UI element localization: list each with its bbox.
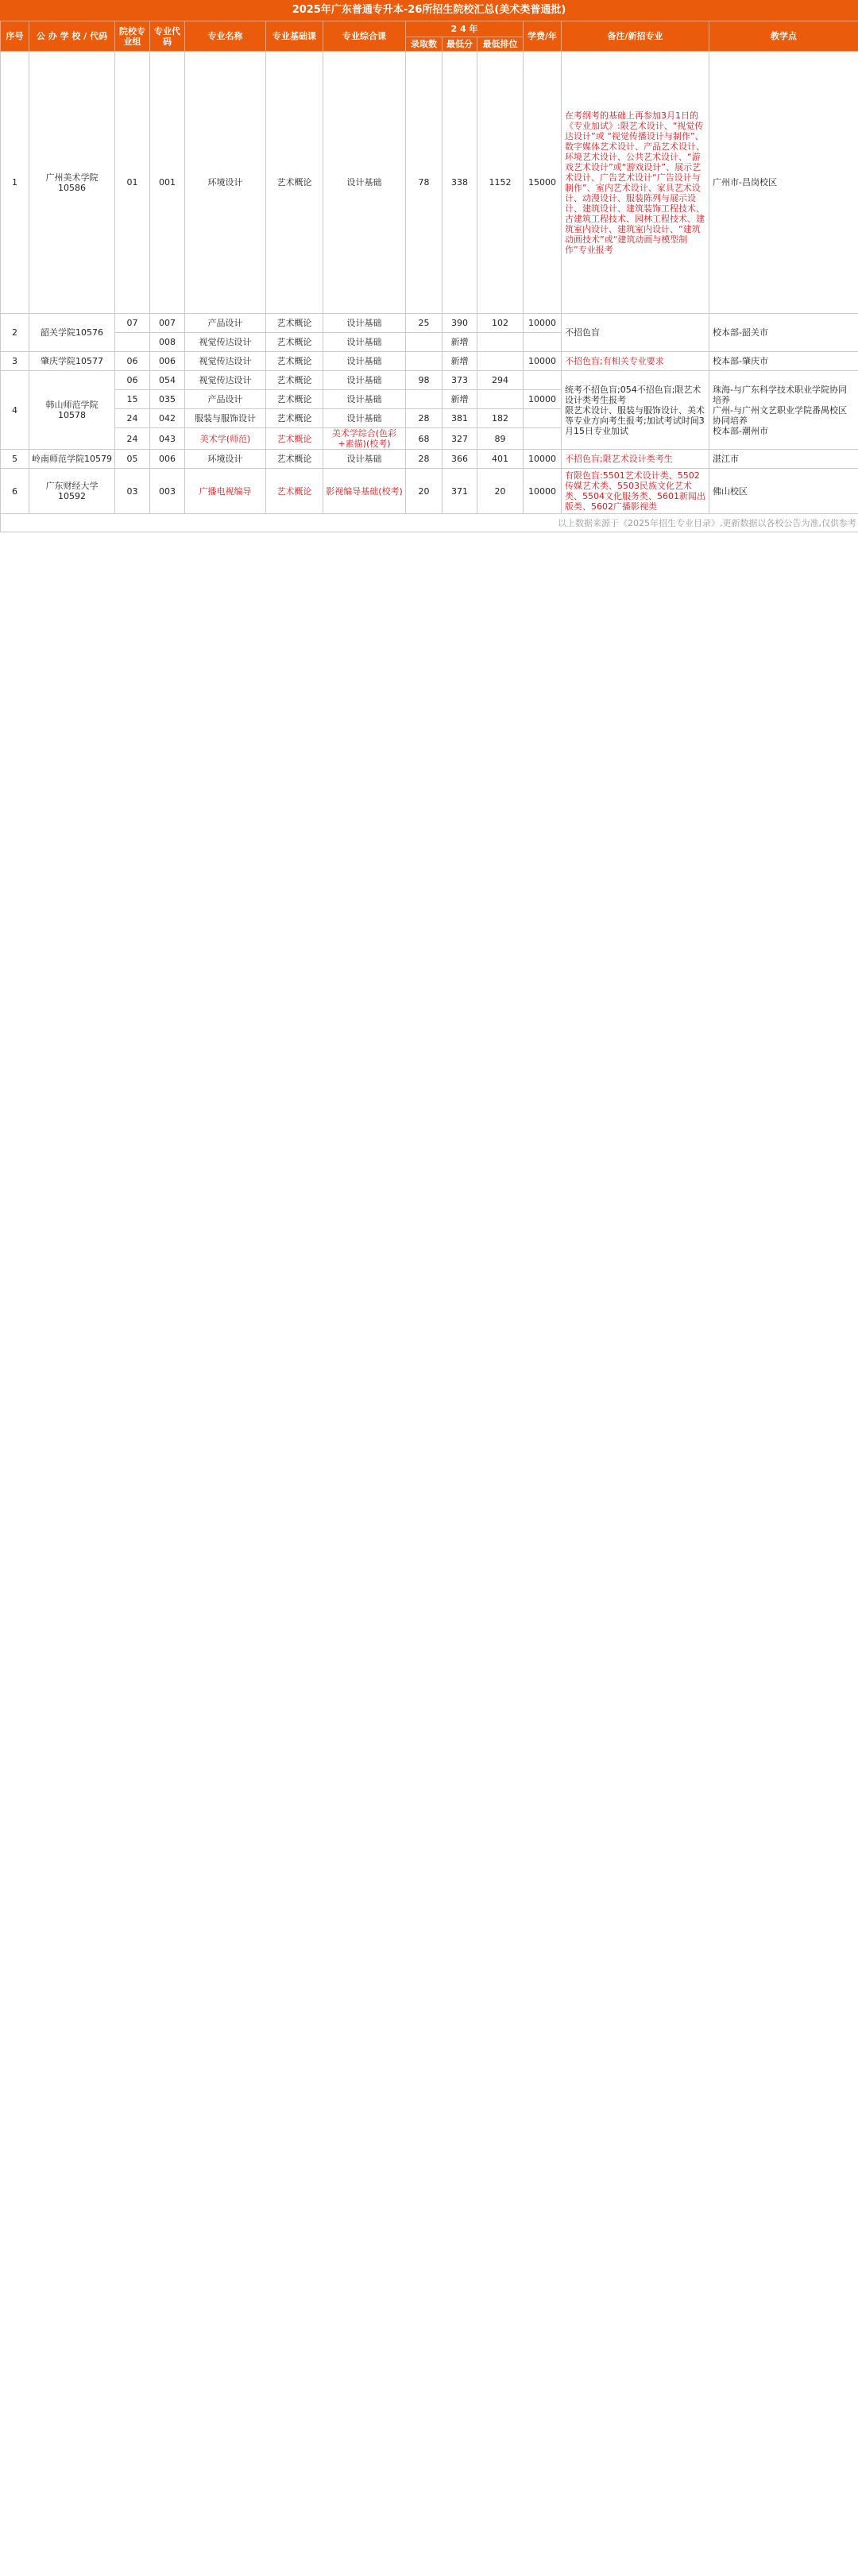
school-name: 广东财经大学 10592 [29,469,115,514]
min-score: 327 [443,428,477,450]
major-code: 054 [150,371,185,390]
page-title: 2025年广东普通专升本-26所招生院校汇总(美术类普通批) [0,0,858,21]
fee: 10000 [524,450,562,469]
group-code: 01 [115,52,150,314]
school-name: 肇庆学院10577 [29,352,115,371]
major-name: 环境设计 [185,450,266,469]
header-major-code: 专业代码 [150,21,185,52]
note: 在考纲考的基础上再参加3月1日的《专业加试》:限艺术设计、“视觉传达设计”或 “视觉传播设计与制作”、数字媒体艺术设计、产品艺术设计、环境艺术设计、公共艺术设计、“游戏艺术设计”或“游戏设计”、展示艺术设计、广告艺术设计“广告设计与制作”、室内艺术设计、家具艺术设计、动漫设计、服装陈列与展示设计、建筑设计、建筑装饰工程技术、古建筑工程技术、园林工程技术、建筑室内设计、建筑室内设计、“建筑动画技术”或“建筑动画与模型制作”专业报考 [562,52,709,314]
comp-course: 影视编导基础(校考) [323,469,406,514]
min-rank [477,352,524,371]
major-name: 美术学(师范) [185,428,266,450]
min-rank: 294 [477,371,524,390]
plan-count: 78 [406,52,443,314]
plan-count: 20 [406,469,443,514]
comp-course: 设计基础 [323,314,406,333]
table-row [1,352,858,371]
min-score: 381 [443,409,477,428]
basic-course: 艺术概论 [266,52,323,314]
basic-course: 艺术概论 [266,314,323,333]
fee: 10000 [524,469,562,514]
plan-count: 25 [406,314,443,333]
note: 有限色盲:5501艺术设计类、5502传媒艺术类、5503民族文化艺术类、5504文化服务类、5601新闻出版类、5602广播影视类 [562,469,709,514]
min-score: 371 [443,469,477,514]
min-rank: 102 [477,314,524,333]
min-score: 373 [443,371,477,390]
header-fee: 学费/年 [524,21,562,52]
group-code: 06 [115,371,150,390]
min-score: 366 [443,450,477,469]
row-no: 3 [1,352,29,371]
major-name: 产品设计 [185,390,266,409]
header-note: 备注/新招专业 [562,21,709,52]
fee: 10000 [524,314,562,333]
major-code: 035 [150,390,185,409]
comp-course: 设计基础 [323,450,406,469]
header-no: 序号 [1,21,29,52]
footer-note: 以上数据来源于《2025年招生专业目录》,更新数据以各校公告为准,仅供参考 [1,514,858,532]
header-rank: 最低排位 [477,37,524,52]
major-name: 服装与服饰设计 [185,409,266,428]
major-code: 001 [150,52,185,314]
major-name: 广播电视编导 [185,469,266,514]
comp-course: 设计基础 [323,371,406,390]
header-basic: 专业基础课 [266,21,323,52]
header-major: 专业名称 [185,21,266,52]
basic-course: 艺术概论 [266,352,323,371]
school-name: 岭南师范学院10579 [29,450,115,469]
row-no: 5 [1,450,29,469]
min-rank [477,333,524,352]
table-row [1,371,858,390]
header-school: 公 办 学 校 / 代码 [29,21,115,52]
major-name: 环境设计 [185,52,266,314]
note: 不招色盲;限艺术设计类考生 [562,450,709,469]
basic-course: 艺术概论 [266,333,323,352]
plan-count: 28 [406,409,443,428]
major-code: 003 [150,469,185,514]
fee: 10000 [524,352,562,371]
group-code: 06 [115,352,150,371]
basic-course: 艺术概论 [266,390,323,409]
campus: 广州市-昌岗校区 [709,52,858,314]
basic-course: 艺术概论 [266,469,323,514]
row-no: 1 [1,52,29,314]
row-no: 4 [1,371,29,450]
campus: 校本部-韶关市 [709,314,858,352]
min-rank: 20 [477,469,524,514]
min-rank: 182 [477,409,524,428]
fee [524,371,562,390]
major-code: 043 [150,428,185,450]
plan-count: 98 [406,371,443,390]
school-name: 韩山师范学院 10578 [29,371,115,450]
min-rank [477,390,524,409]
comp-course: 设计基础 [323,333,406,352]
row-no: 2 [1,314,29,352]
header-campus: 教学点 [709,21,858,52]
major-code: 007 [150,314,185,333]
group-code: 03 [115,469,150,514]
header-plan: 录取数 [406,37,443,52]
admissions-table [0,21,858,532]
min-rank: 401 [477,450,524,469]
group-code: 05 [115,450,150,469]
min-score: 新增 [443,390,477,409]
major-name: 视觉传达设计 [185,352,266,371]
plan-count [406,333,443,352]
school-name: 广州美术学院 10586 [29,52,115,314]
campus: 佛山校区 [709,469,858,514]
group-code: 24 [115,428,150,450]
note: 不招色盲 [562,314,709,352]
group-code: 24 [115,409,150,428]
group-code: 15 [115,390,150,409]
table-row [1,450,858,469]
basic-course: 艺术概论 [266,428,323,450]
major-name: 产品设计 [185,314,266,333]
header-comp: 专业综合课 [323,21,406,52]
major-code: 008 [150,333,185,352]
campus: 湛江市 [709,450,858,469]
comp-course: 设计基础 [323,409,406,428]
major-name: 视觉传达设计 [185,371,266,390]
fee: 10000 [524,390,562,409]
basic-course: 艺术概论 [266,450,323,469]
note: 不招色盲;有相关专业要求 [562,352,709,371]
major-code: 042 [150,409,185,428]
group-code: 07 [115,314,150,333]
fee [524,428,562,450]
header-group-code: 院校专业组 [115,21,150,52]
header-min: 最低分 [443,37,477,52]
comp-course: 设计基础 [323,390,406,409]
min-score: 新增 [443,352,477,371]
footer-row [1,514,858,532]
fee: 15000 [524,52,562,314]
table-row [1,314,858,333]
major-code: 006 [150,450,185,469]
note: 统考不招色盲;054不招色盲;限艺术设计类考生报考 限艺术设计、服装与服饰设计、美术等专业方向考生报考;加试考试时间3月15日专业加试 [562,371,709,450]
campus: 校本部-肇庆市 [709,352,858,371]
fee [524,409,562,428]
comp-course: 设计基础 [323,352,406,371]
fee [524,333,562,352]
major-code: 006 [150,352,185,371]
row-no: 6 [1,469,29,514]
school-name: 韶关学院10576 [29,314,115,352]
plan-count: 68 [406,428,443,450]
min-score: 新增 [443,333,477,352]
comp-course: 美术学综合(色彩+素描)(校考) [323,428,406,450]
comp-course: 设计基础 [323,52,406,314]
plan-count [406,390,443,409]
header-row [1,21,858,37]
table-row [1,52,858,314]
min-score: 390 [443,314,477,333]
header-year24: 2 4 年 [406,21,524,37]
plan-count: 28 [406,450,443,469]
basic-course: 艺术概论 [266,409,323,428]
major-name: 视觉传达设计 [185,333,266,352]
basic-course: 艺术概论 [266,371,323,390]
table-row [1,469,858,514]
campus: 珠海-与广东科学技术职业学院协同培养 广州-与广州文艺职业学院番禺校区协同培养 校本部-潮州市 [709,371,858,450]
group-code [115,333,150,352]
min-rank: 89 [477,428,524,450]
min-score: 338 [443,52,477,314]
plan-count [406,352,443,371]
min-rank: 1152 [477,52,524,314]
